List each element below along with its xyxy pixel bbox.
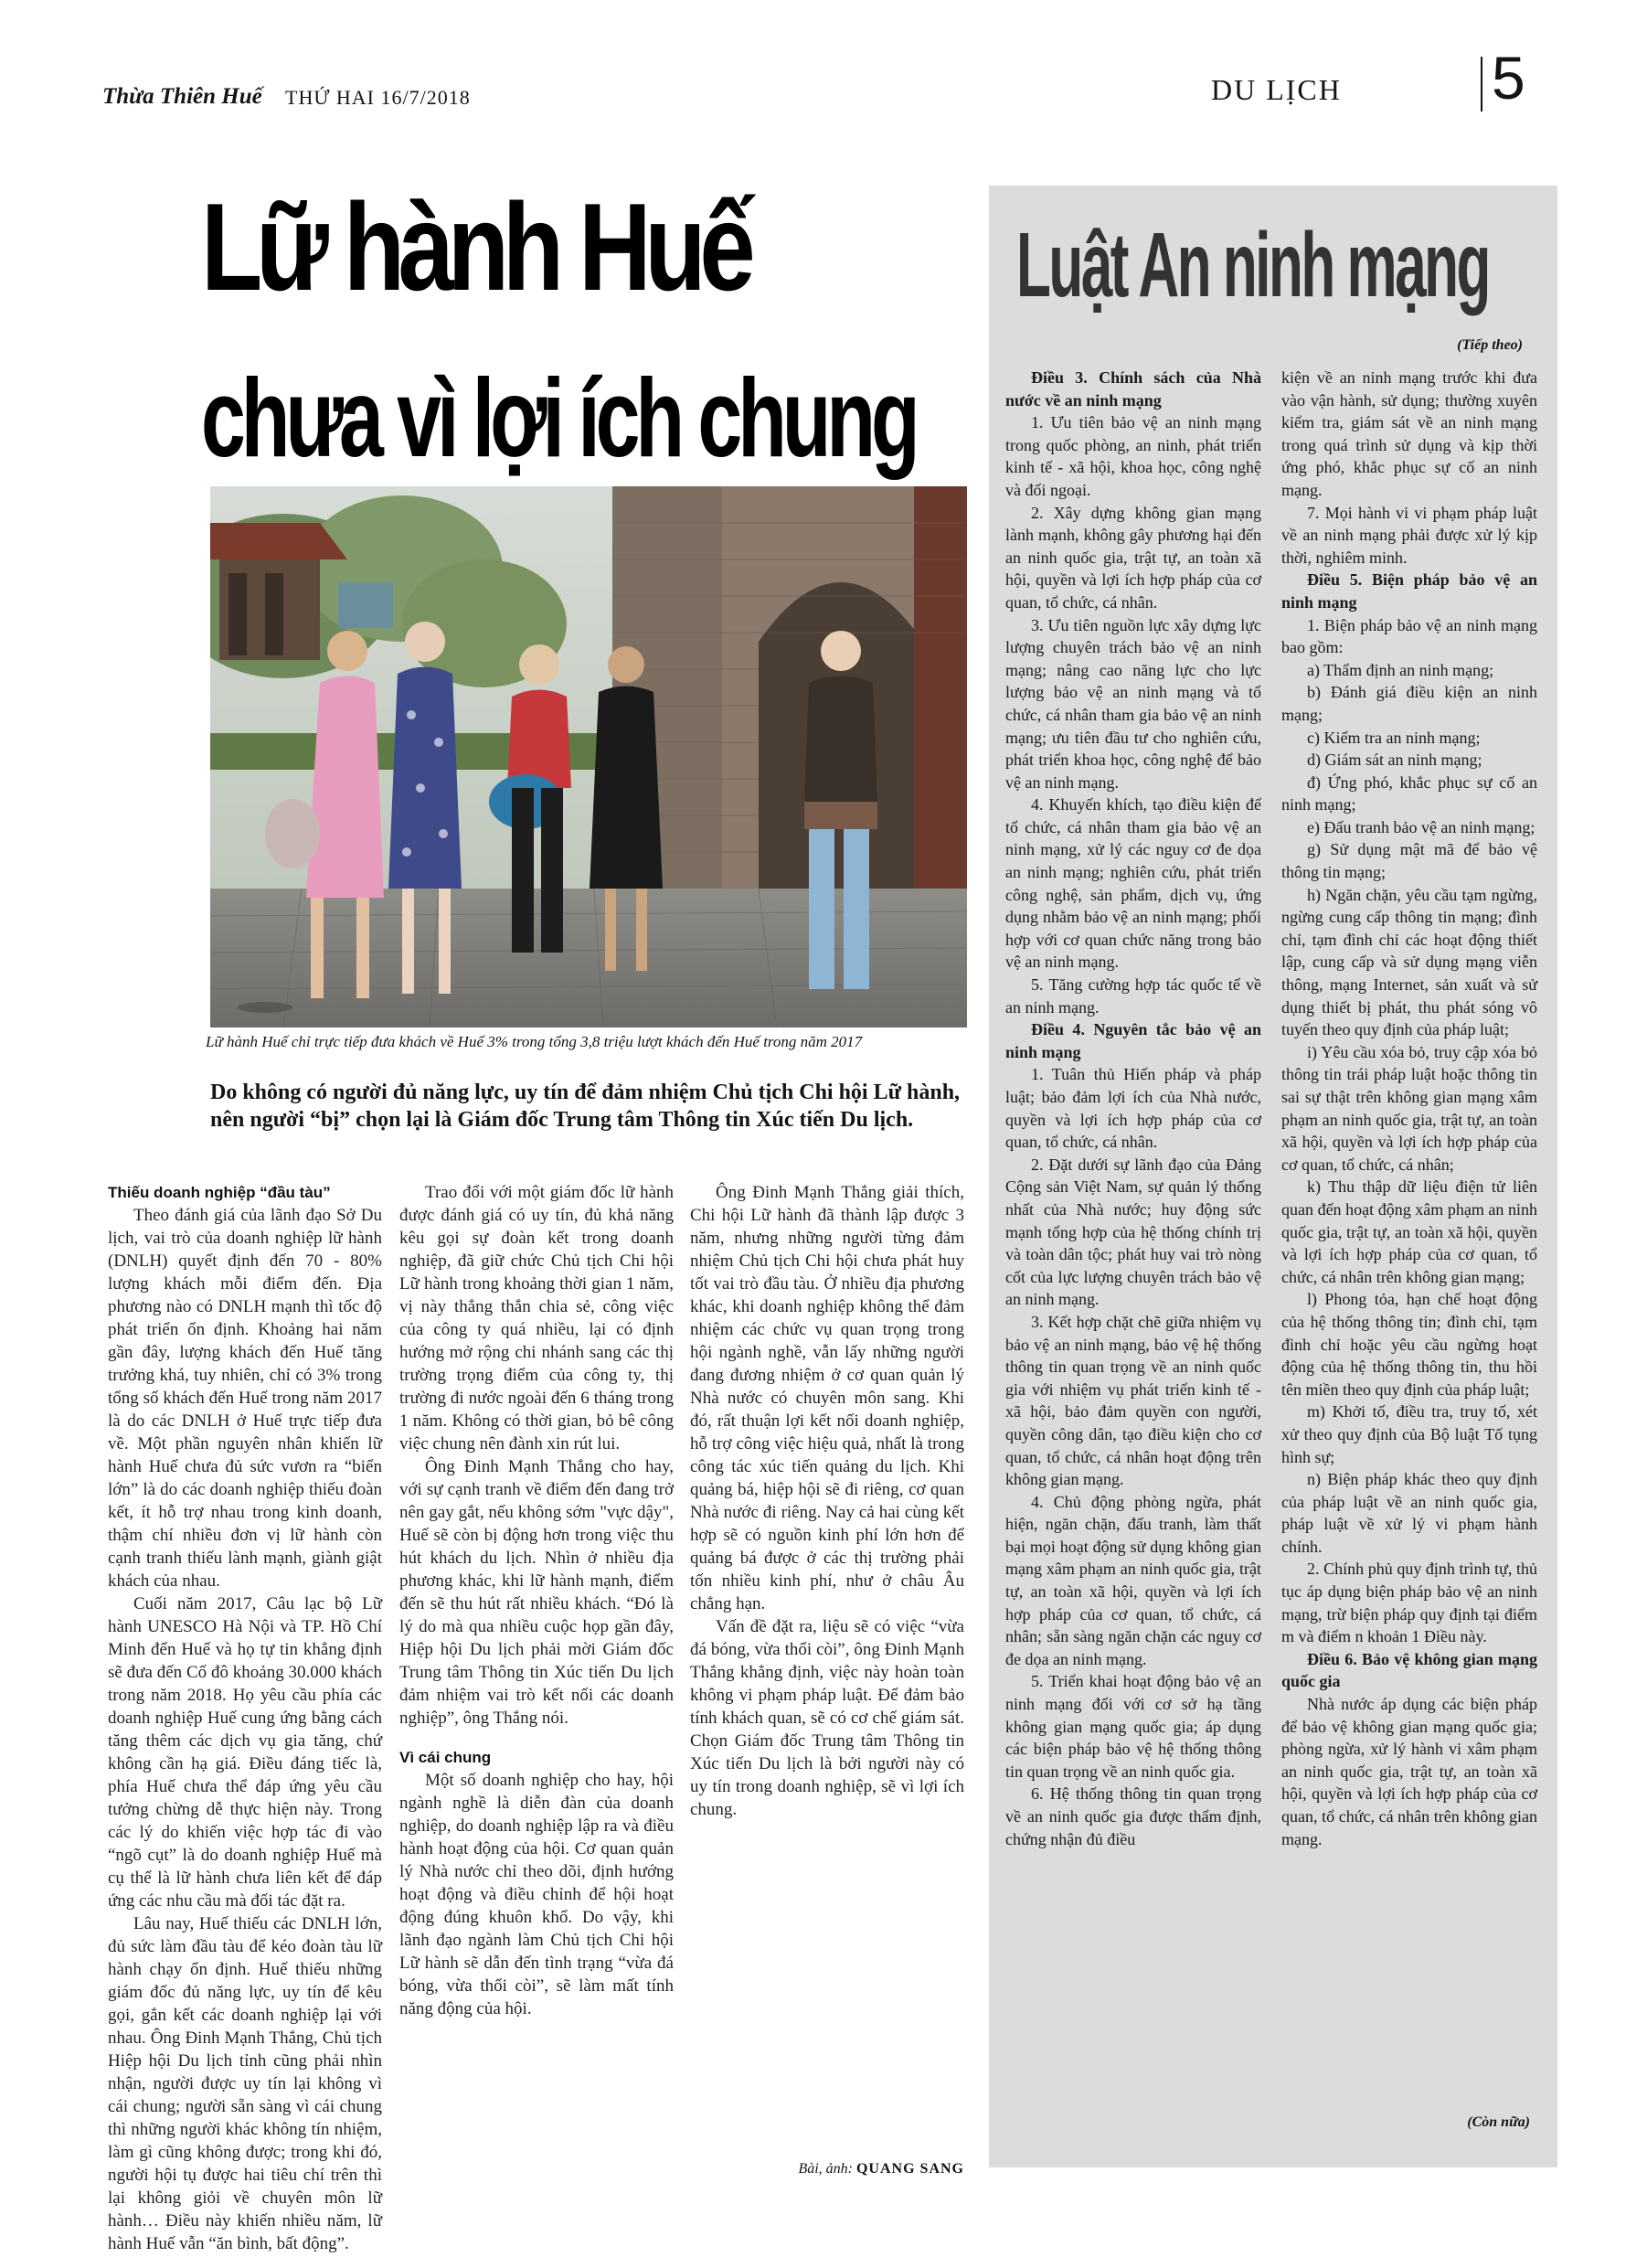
article-photo <box>210 486 967 1028</box>
to-be-continued-label: (Còn nữa) <box>1467 2114 1530 2130</box>
law-clause: d) Giám sát an ninh mạng; <box>1307 751 1482 770</box>
law-clause: 1. Biện pháp bảo vệ an ninh mạng bao gồm: <box>1281 615 1537 657</box>
article-column-3 <box>690 1181 964 1821</box>
sidebar-title: Luật An ninh mạng <box>1016 214 1489 316</box>
law-clause: m) Khởi tố, điều tra, truy tố, xét xử theo quy định của Bộ luật Tố tụng hình sự; <box>1281 1402 1537 1466</box>
sidebar-box <box>989 186 1557 2167</box>
issue-date: THỨ HAI 16/7/2018 <box>285 86 471 109</box>
law-clause: 6. Hệ thống thông tin quan trọng về an ninh quốc gia được thẩm định, chứng nhận đủ điều <box>1005 1784 1261 1848</box>
law-clause: 3. Kết hợp chặt chẽ giữa nhiệm vụ bảo vệ an ninh mạng, bảo vệ hệ thống thông tin quan trọng về an ninh quốc gia với nhiệm vụ phát triển kinh tế - xã hội, bảo đảm quyền con người, quyền công dân, tạo điều kiện cho cơ quan, tổ chức, cá nhân hoạt động trên không gian mạng. <box>1005 1312 1261 1489</box>
article-subheading: Vì cái chung <box>399 1749 492 1766</box>
law-clause: c) Kiểm tra an ninh mạng; <box>1307 728 1481 747</box>
headline-line-2: chưa vì lợi ích chung <box>201 356 916 480</box>
sidebar-continued-label: (Tiếp theo) <box>1457 337 1523 353</box>
newspaper-brand: Thừa Thiên Huế <box>102 84 262 109</box>
law-clause: g) Sử dụng mật mã để bảo vệ thông tin mạng; <box>1281 840 1537 882</box>
law-clause: k) Thu thập dữ liệu điện tử liên quan đến hoạt động xâm phạm an ninh quốc gia, trật tự, an toàn xã hội, quyền và lợi ích hợp pháp của cơ quan, tổ chức, cá nhân trên không gian mạng; <box>1281 1177 1537 1286</box>
law-clause: 4. Khuyến khích, tạo điều kiện để tổ chức, cá nhân tham gia bảo vệ an ninh mạng, xử lý các nguy cơ đe dọa an ninh mạng; nghiên cứu, phát triển công nghệ, sản phẩm, dịch vụ, ứng dụng nhằm bảo vệ an ninh mạng; phối hợp với cơ quan chức năng trong bảo vệ an ninh mạng. <box>1005 795 1261 972</box>
sidebar-column-2 <box>1281 367 1537 1850</box>
law-clause: e) Đấu tranh bảo vệ an ninh mạng; <box>1307 817 1535 836</box>
law-clause: h) Ngăn chặn, yêu cầu tạm ngừng, ngừng cung cấp thông tin mạng; đình chỉ, tạm đình chỉ các hoạt động thiết lập, cung cấp và sử dụng mạng viễn thông, mạng Internet, sản xuất và sử dụng thiết bị phát, thu phát sóng vô tuyến theo quy định của pháp luật; <box>1281 885 1537 1039</box>
law-article-heading: Điều 6. Bảo vệ không gian mạng quốc gia <box>1281 1649 1537 1691</box>
law-clause: kiện về an ninh mạng trước khi đưa vào vận hành, sử dụng; thường xuyên kiểm tra, giám sát về an ninh mạng trong quá trình sử dụng và kịp thời ứng phó, khắc phục sự cố an ninh mạng. <box>1281 368 1537 499</box>
section-name: DU LỊCH <box>1211 73 1342 106</box>
law-clause: l) Phong tỏa, hạn chế hoạt động của hệ thống thông tin; đình chỉ, tạm đình chỉ hoặc yêu cầu ngừng hoạt động của hệ thống thông tin, thu hồi tên miền theo quy định của pháp luật; <box>1281 1290 1537 1399</box>
headline-line-1: Lữ hành Huế <box>201 177 749 316</box>
law-clause: 2. Xây dựng không gian mạng lành mạnh, không gây phương hại đến an ninh quốc gia, trật tự, an toàn xã hội, quyền và lợi ích hợp pháp của cơ quan, tổ chức, cá nhân. <box>1005 503 1261 612</box>
article-paragraph: Trao đổi với một giám đốc lữ hành được đánh giá có uy tín, đủ khả năng kêu gọi sự đoàn kết trong doanh nghiệp, đã giữ chức Chủ tịch Chi hội Lữ hành trong khoảng thời gian 1 năm, vị này thẳng thắn chia sẻ, công việc của công ty quá nhiều, lại có định hướng mở rộng chi nhánh sang các thị trường trọng điểm của công ty, thị trường đi nước ngoài đến 6 tháng trong 1 năm. Không có thời gian, bỏ bê công việc chung nên đành xin rút lui. <box>399 1183 674 1453</box>
article-paragraph: Vấn đề đặt ra, liệu sẽ có việc “vừa đá bóng, vừa thổi còi”, ông Đinh Mạnh Thắng khẳng định, việc này hoàn toàn không vi phạm pháp luật. Để đảm bảo tính khách quan, sẽ có cơ chế giám sát. Chọn Giám đốc Trung tâm Thông tin Xúc tiến Du lịch là bởi người này có uy tín trong doanh nghiệp, sẽ vì lợi ích chung. <box>690 1617 964 1819</box>
law-clause: a) Thẩm định an ninh mạng; <box>1307 660 1494 679</box>
article-paragraph: Lâu nay, Huế thiếu các DNLH lớn, đủ sức làm đầu tàu để kéo đoàn tàu lữ hành chạy ổn định. Huế thiếu những giám đốc đủ năng lực, uy tín để kêu gọi, gắn kết các doanh nghiệp lại với nhau. Ông Đinh Mạnh Thắng, Chủ tịch Hiệp hội Du lịch tỉnh cũng phải nhìn nhận, người được uy tín lại không vì cái chung; người sẵn sàng vì cái chung thì những người khác không tín nhiệm, làm gì cũng không được; trong khi đó, người hội tụ được hai tiêu chí trên thì lại không giỏi về chuyên môn lữ hành… Điều này khiến nhiều năm, lữ hành Huế vẫn “ăn bình, bất động”. <box>108 1914 382 2253</box>
article-paragraph: Theo đánh giá của lãnh đạo Sở Du lịch, vai trò của doanh nghiệp lữ hành (DNLH) quyết định đến 70 - 80% lượng khách mỗi điểm đến. Địa phương nào có DNLH mạnh thì tốc độ phát triển ổn định. Khoảng hai năm gần đây, lượng khách đến Huế tăng trưởng khá, tuy nhiên, chỉ có 3% trong tổng số khách đến Huế trong năm 2017 là do các DNLH ở Huế trực tiếp đưa về. Một phần nguyên nhân khiến lữ hành Huế chưa đủ sức vươn ra “biển lớn” là do các doanh nghiệp thiếu đoàn kết, ít hỗ trợ nhau trong kinh doanh, thậm chí nhiều đơn vị lữ hành còn cạnh tranh thiếu lành mạnh, giành giật khách của nhau. <box>108 1206 382 1591</box>
byline <box>777 2161 964 2177</box>
law-clause: 7. Mọi hành vi vi phạm pháp luật về an ninh mạng phải được xử lý kịp thời, nghiêm minh. <box>1281 503 1537 567</box>
law-clause: 1. Ưu tiên bảo vệ an ninh mạng trong quốc phòng, an ninh, phát triển kinh tế - xã hội, khoa học, công nghệ và đối ngoại. <box>1005 413 1261 499</box>
article-lead: Do không có người đủ năng lực, uy tín để đảm nhiệm Chủ tịch Chi hội Lữ hành, nên người “bị” chọn lại là Giám đốc Trung tâm Thông tin Xúc tiến Du lịch. <box>210 1081 961 1132</box>
law-clause: 1. Tuân thủ Hiến pháp và pháp luật; bảo đảm lợi ích của Nhà nước, quyền và lợi ích hợp pháp của cơ quan, tổ chức, cá nhân. <box>1005 1065 1261 1152</box>
law-clause: 2. Chính phủ quy định trình tự, thủ tục áp dụng biện pháp bảo vệ an ninh mạng, trừ biện pháp quy định tại điểm m và điểm n khoản 1 Điều này. <box>1281 1560 1537 1646</box>
law-clause: đ) Ứng phó, khắc phục sự cố an ninh mạng; <box>1281 772 1537 815</box>
article-subheading: Thiếu doanh nghiệp “đầu tàu” <box>108 1184 331 1201</box>
law-clause: n) Biện pháp khác theo quy định của pháp luật về an ninh quốc gia, pháp luật về xử lý vi phạm hành chính. <box>1281 1470 1537 1556</box>
page-number-divider <box>1481 57 1482 112</box>
article-column-2 <box>399 1181 674 2020</box>
law-clause: b) Đánh giá điều kiện an ninh mạng; <box>1281 683 1537 724</box>
law-article-heading: Điều 3. Chính sách của Nhà nước về an ninh mạng <box>1005 368 1261 410</box>
law-article-heading: Điều 4. Nguyên tắc bảo vệ an ninh mạng <box>1005 1020 1261 1061</box>
law-clause: 5. Triển khai hoạt động bảo vệ an ninh mạng đối với cơ sở hạ tầng không gian mạng quốc gia; áp dụng các biện pháp bảo vệ hệ thống thông tin quan trọng về an ninh quốc gia. <box>1005 1672 1261 1781</box>
sidebar-column-1 <box>1005 367 1261 1850</box>
law-clause: 4. Chủ động phòng ngừa, phát hiện, ngăn chặn, đấu tranh, làm thất bại mọi hoạt động sử dụng không gian mạng xâm phạm an ninh quốc gia, trật tự, an toàn xã hội, quyền và lợi ích hợp pháp của cơ quan, tổ chức, cá nhân; sẵn sàng ngăn chặn các nguy cơ đe dọa an ninh mạng. <box>1005 1492 1261 1668</box>
law-clause: 2. Đặt dưới sự lãnh đạo của Đảng Cộng sản Việt Nam, sự quản lý thống nhất của Nhà nước; huy động sức mạnh tổng hợp của hệ thống chính trị và toàn dân tộc; phát huy vai trò nòng cốt của lực lượng chuyên trách bảo vệ an ninh mạng. <box>1005 1155 1261 1309</box>
law-clause: i) Yêu cầu xóa bỏ, truy cập xóa bỏ thông tin trái pháp luật hoặc thông tin sai sự thật trên không gian mạng xâm phạm an ninh quốc gia, trật tự, an toàn xã hội, quyền và lợi ích hợp pháp của cơ quan, tổ chức, cá nhân; <box>1281 1042 1537 1174</box>
article-paragraph: Một số doanh nghiệp cho hay, hội ngành nghề là diễn đàn của doanh nghiệp, do doanh nghiệp lập ra và điều hành hoạt động của hội. Cơ quan quản lý Nhà nước chỉ theo dõi, định hướng hoạt động và điều chỉnh để hội hoạt động đúng khuôn khổ. Do vậy, khi lãnh đạo ngành làm Chủ tịch Chi hội Lữ hành sẽ dẫn đến tình trạng “vừa đá bóng, vừa thổi còi”, sẽ làm mất tính năng động của hội. <box>399 1771 674 2018</box>
article-paragraph: Ông Đinh Mạnh Thắng giải thích, Chi hội Lữ hành đã thành lập được 3 năm, nhưng những người từng đảm nhiệm Chủ tịch Chi hội chưa phát huy tốt vai trò đầu tàu. Ở nhiều địa phương khác, khi doanh nghiệp không thể đảm nhiệm các chức vụ quan trọng trong hội ngành nghề, vẫn lấy những người đang đương nhiệm ở cơ quan quản lý Nhà nước có chuyên môn sang. Khi đó, rất thuận lợi kết nối doanh nghiệp, hỗ trợ công việc hiệu quả, nhất là trong công tác xúc tiến quảng du lịch. Khi quảng bá, hiệp hội sẽ đi riêng, cơ quan Nhà nước đi riêng. Nay cả hai cùng kết hợp sẽ có nguồn kinh phí lớn hơn để quảng bá được ở các thị trường phải tốn nhiều kinh phí, như ở châu Âu chẳng hạn. <box>690 1183 964 1613</box>
law-clause: 5. Tăng cường hợp tác quốc tế về an ninh mạng. <box>1005 975 1261 1017</box>
article-paragraph: Cuối năm 2017, Câu lạc bộ Lữ hành UNESCO Hà Nội và TP. Hồ Chí Minh đến Huế và họ tự tin khẳng định sẽ đưa đến Cố đô khoảng 30.000 khách trong năm 2018. Họ yêu cầu phía các doanh nghiệp Huế cung ứng bằng cách tăng thêm các dịch vụ gia tăng, chứ không cần hạ giá. Điều đáng tiếc là, phía Huế chưa thể đáp ứng yêu cầu tưởng chừng dễ thực hiện này. Trong các lý do khiến việc hợp tác đi vào “ngõ cụt” là do doanh nghiệp Huế mà cụ thể là lữ hành chưa liên kết để đáp ứng các nhu cầu mà đối tác đặt ra. <box>108 1594 382 1911</box>
article-paragraph: Ông Đinh Mạnh Thắng cho hay, với sự cạnh tranh về điểm đến đang trở nên gay gắt, nếu không sớm "vực dậy", Huế sẽ còn bị động hơn trong việc thu hút khách du lịch. Nhìn ở nhiều địa phương khác, khi lữ hành mạnh, điểm đến sẽ thu hút rất nhiều khách. “Đó là lý do mà qua nhiều cuộc họp gần đây, Hiệp hội Du lịch phải mời Giám đốc Trung tâm Thông tin Xúc tiến Du lịch đảm nhiệm vai trò kết nối các doanh nghiệp”, ông Thắng nói. <box>399 1457 674 1728</box>
byline-prefix: Bài, ảnh: <box>798 2161 856 2177</box>
tourists-walking-photo <box>210 486 967 1028</box>
law-article-heading: Điều 5. Biện pháp bảo vệ an ninh mạng <box>1281 570 1537 612</box>
article-column-1 <box>108 1181 382 2255</box>
law-clause: Nhà nước áp dụng các biện pháp để bảo vệ không gian mạng quốc gia; phòng ngừa, xử lý hành vi xâm phạm an ninh quốc gia, trật tự, an toàn xã hội, quyền và lợi ích hợp pháp của cơ quan, tổ chức, cá nhân trên không gian mạng. <box>1281 1695 1537 1848</box>
byline-author: QUANG SANG <box>855 2161 964 2177</box>
law-clause: 3. Ưu tiên nguồn lực xây dựng lực lượng chuyên trách bảo vệ an ninh mạng; nâng cao năng lực cho lực lượng bảo vệ an ninh mạng và tổ chức, cá nhân tham gia bảo vệ an ninh mạng; ưu tiên đầu tư cho nghiên cứu, phát triển khoa học, công nghệ để bảo vệ an ninh mạng. <box>1005 615 1261 792</box>
photo-caption: Lữ hành Huế chỉ trực tiếp đưa khách về Huế 3% trong tổng 3,8 triệu lượt khách đến Huế trong năm 2017 <box>206 1033 863 1050</box>
page-number: 5 <box>1492 44 1525 112</box>
